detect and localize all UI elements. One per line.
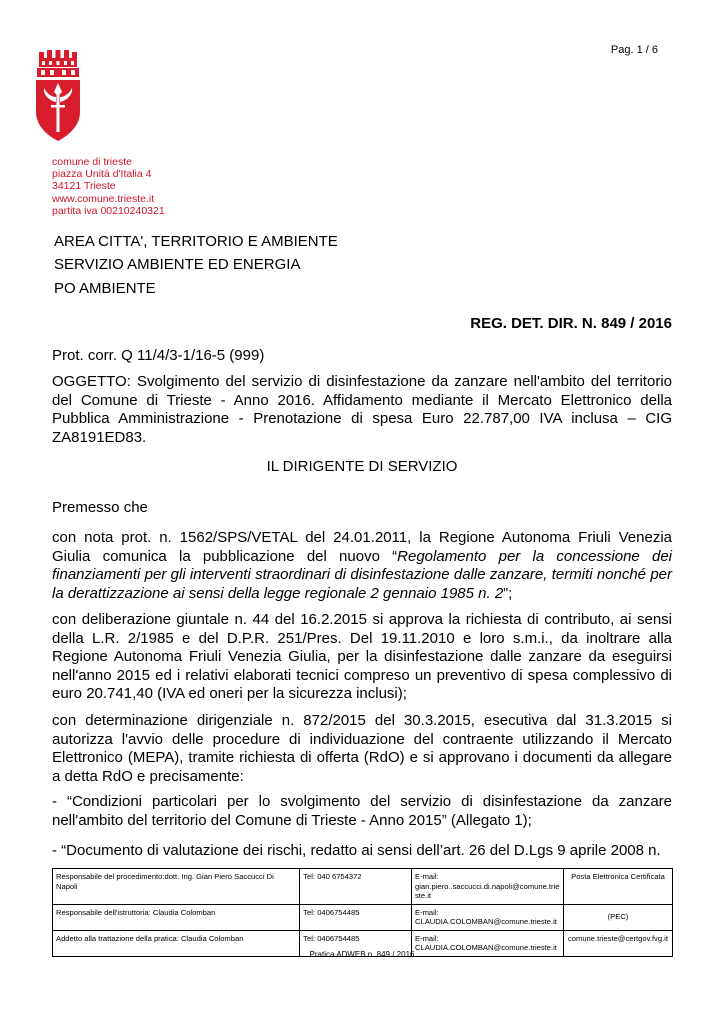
address-line: 34121 Trieste	[52, 180, 116, 193]
tel-cell: Tel: 0406754485	[300, 904, 412, 930]
municipality-address	[52, 156, 165, 217]
address-vat: partita iva 00210240321	[52, 204, 165, 217]
responsabile-cell: Responsabile dell'istruttoria: Claudia Colomban	[53, 904, 300, 930]
email-label: E-mail:	[415, 907, 439, 917]
table-row	[53, 904, 673, 930]
responsabile-cell: Responsabile del procedimento:dott. Ing. Gian Piero Saccucci Di Napoli	[53, 869, 300, 905]
pec-title-cell: Posta Elettronica Certificata	[563, 869, 672, 905]
email-address: CLAUDIA.COLOMBAN@comune.trieste.it	[415, 943, 557, 952]
paragraph-text: ”;	[503, 584, 513, 602]
pratica-number: Pratica ADWEB n. 849 / 2016	[309, 950, 415, 959]
pec-email-cell: comune.trieste@certgov.fvg.it	[563, 930, 672, 956]
email-label: E-mail:	[415, 933, 439, 943]
office-area: AREA CITTA', TERRITORIO E AMBIENTE	[54, 233, 338, 250]
trieste-crest-logo	[34, 50, 82, 142]
address-website: www.comune.trieste.it	[52, 192, 155, 205]
paragraph-determinazione: con determinazione dirigenziale n. 872/2015 del 30.3.2015, esecutiva dal 31.3.2015 si autorizza l'avvio delle procedure di individuazione del contraente utilizzando il Mercato Elettronico (MEPA), tramite richiesta di offerta (RdO) e si approvano i documenti da allegare a detta RdO e precisamente:	[52, 712, 672, 785]
regolamento-title: Regolamento per la concessione dei finanziamenti per gli interventi straordinari di disinfestazione dalle zanzare, termiti nonché per la derattizzazione ai sensi della legge regionale 2 gennaio 1985 n. 2	[52, 547, 673, 602]
table-row	[53, 869, 673, 905]
tel-cell: Tel: 040 6754372	[300, 869, 412, 905]
reg-det-number: REG. DET. DIR. N. 849 / 2016	[470, 315, 672, 332]
tel-cell: Tel: 0406754485	[300, 930, 412, 956]
list-item-documento-rischi: - “Documento di valutazione dei rischi, redatto ai sensi dell’art. 26 del D.Lgs 9 aprile 2008 n.	[52, 842, 661, 859]
address-line: piazza Unità d'Italia 4	[52, 168, 152, 181]
premesso-label: Premesso che	[52, 499, 148, 516]
pec-label-cell: (PEC)	[563, 904, 672, 930]
list-item-allegato-1: - “Condizioni particolari per lo svolgimento del servizio di disinfestazione da zanzare nell'ambito del territorio del Comune di Trieste - Anno 2015” (Allegato 1);	[52, 793, 672, 829]
responsabile-cell: Addetto alla trattazione della pratica: Claudia Colomban	[53, 930, 300, 956]
prot-corr: Prot. corr. Q 11/4/3-1/16-5 (999)	[52, 347, 265, 364]
office-po: PO AMBIENTE	[54, 279, 156, 297]
email-address: CLAUDIA.COLOMBAN@comune.trieste.it	[415, 917, 557, 926]
subject-paragraph: OGGETTO: Svolgimento del servizio di disinfestazione da zanzare nell'ambito del territorio del Comune di Trieste - Anno 2016. Affidamento mediante il Mercato Elettronico della Pubblica Amministrazione - Prenotazione di spesa Euro 22.787,00 IVA inclusa – CIG ZA8191ED83.	[52, 373, 672, 446]
office-heading	[54, 230, 338, 300]
paragraph-text: con nota prot. n. 1562/SPS/VETAL del 24.01.2011, la Regione Autonoma Friuli Venezia Giulia comunica la pubblicazione del nuovo “	[52, 529, 672, 565]
paragraph-nota	[52, 529, 672, 603]
email-address: gian.piero..saccucci.di.napoli@comune.trieste.it	[415, 881, 560, 900]
section-heading: IL DIRIGENTE DI SERVIZIO	[266, 458, 458, 475]
paragraph-deliberazione: con deliberazione giuntale n. 44 del 16.2.2015 si approva la richiesta di contributo, ai sensi della L.R. 2/1985 e del D.P.R. 251/Pres. Del 19.11.2010 e loro s.m.i., da inoltrare alla Regione Autonoma Friuli Venezia Giulia, per la disinfestazione dalle zanzare da eseguirsi nell'anno 2015 ed i relativi elaborati tecnici compreso un preventivo di spesa complessivo di euro 20.741,40 (IVA ed oneri per la sicurezza inclusi);	[52, 611, 672, 703]
email-cell	[412, 904, 564, 930]
page-number: Pag. 1 / 6	[610, 44, 658, 56]
office-service: SERVIZIO AMBIENTE ED ENERGIA	[54, 256, 301, 274]
email-cell	[412, 869, 564, 905]
contacts-table	[52, 868, 673, 957]
email-label: E-mail:	[415, 872, 439, 881]
address-line: comune di trieste	[52, 156, 132, 168]
